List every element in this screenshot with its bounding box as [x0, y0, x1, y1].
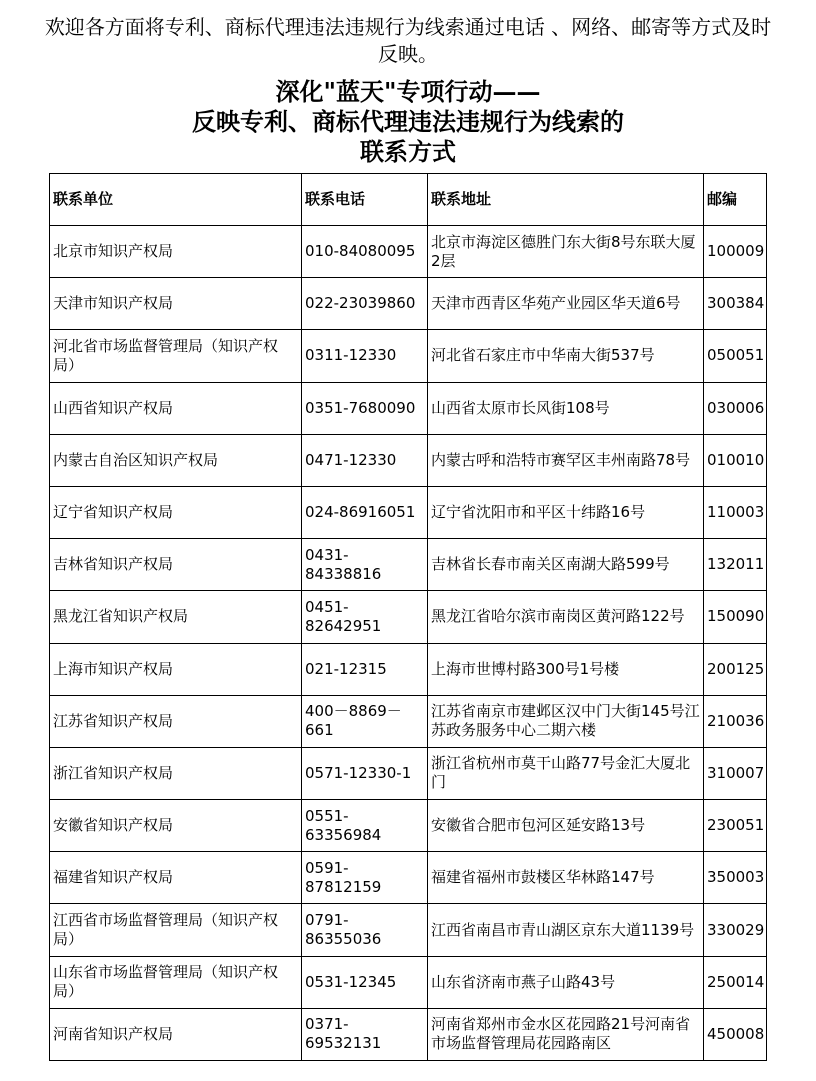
table-row — [50, 434, 767, 486]
cell-unit: 河北省市场监督管理局（知识产权局） — [50, 330, 302, 382]
cell-unit: 上海市知识产权局 — [50, 643, 302, 695]
cell-address: 天津市西青区华苑产业园区华天道6号 — [428, 278, 704, 330]
table-row — [50, 695, 767, 747]
cell-phone: 0451-82642951 — [302, 591, 428, 643]
cell-address: 山东省济南市燕子山路43号 — [428, 956, 704, 1008]
table-row — [50, 486, 767, 538]
cell-address: 安徽省合肥市包河区延安路13号 — [428, 800, 704, 852]
cell-unit: 安徽省知识产权局 — [50, 800, 302, 852]
cell-postcode: 350003 — [704, 852, 767, 904]
cell-address: 吉林省长春市南关区南湖大路599号 — [428, 539, 704, 591]
cell-phone: 022-23039860 — [302, 278, 428, 330]
cell-phone: 010-84080095 — [302, 226, 428, 278]
cell-postcode: 010010 — [704, 434, 767, 486]
cell-postcode: 100009 — [704, 226, 767, 278]
cell-address: 山西省太原市长风街108号 — [428, 382, 704, 434]
cell-unit: 河南省知识产权局 — [50, 1008, 302, 1060]
cell-postcode: 030006 — [704, 382, 767, 434]
cell-unit: 黑龙江省知识产权局 — [50, 591, 302, 643]
cell-postcode: 110003 — [704, 486, 767, 538]
cell-postcode: 310007 — [704, 747, 767, 799]
table-row — [50, 539, 767, 591]
cell-unit: 北京市知识产权局 — [50, 226, 302, 278]
header-unit: 联系单位 — [50, 174, 302, 226]
cell-postcode: 330029 — [704, 904, 767, 956]
table-row — [50, 956, 767, 1008]
cell-postcode: 050051 — [704, 330, 767, 382]
table-row — [50, 591, 767, 643]
cell-address: 江西省南昌市青山湖区京东大道1139号 — [428, 904, 704, 956]
cell-postcode: 132011 — [704, 539, 767, 591]
cell-phone: 024-86916051 — [302, 486, 428, 538]
cell-unit: 天津市知识产权局 — [50, 278, 302, 330]
cell-unit: 江西省市场监督管理局（知识产权局） — [50, 904, 302, 956]
table-row — [50, 852, 767, 904]
table-body — [50, 226, 767, 1061]
cell-address: 浙江省杭州市莫干山路77号金汇大厦北门 — [428, 747, 704, 799]
table-row — [50, 278, 767, 330]
cell-unit: 山东省市场监督管理局（知识产权局） — [50, 956, 302, 1008]
cell-unit: 江苏省知识产权局 — [50, 695, 302, 747]
cell-phone: 0371-69532131 — [302, 1008, 428, 1060]
cell-address: 河南省郑州市金水区花园路21号河南省市场监督管理局花园路南区 — [428, 1008, 704, 1060]
cell-unit: 浙江省知识产权局 — [50, 747, 302, 799]
table-row — [50, 226, 767, 278]
cell-address: 辽宁省沈阳市和平区十纬路16号 — [428, 486, 704, 538]
table-row — [50, 382, 767, 434]
header-postcode: 邮编 — [704, 174, 767, 226]
contact-table — [49, 173, 767, 1061]
cell-phone: 0531-12345 — [302, 956, 428, 1008]
cell-postcode: 300384 — [704, 278, 767, 330]
cell-unit: 福建省知识产权局 — [50, 852, 302, 904]
header-phone: 联系电话 — [302, 174, 428, 226]
cell-unit: 内蒙古自治区知识产权局 — [50, 434, 302, 486]
header-address: 联系地址 — [428, 174, 704, 226]
cell-phone: 400－8869－661 — [302, 695, 428, 747]
cell-address: 福建省福州市鼓楼区华林路147号 — [428, 852, 704, 904]
cell-unit: 吉林省知识产权局 — [50, 539, 302, 591]
cell-phone: 0551-63356984 — [302, 800, 428, 852]
cell-phone: 0471-12330 — [302, 434, 428, 486]
cell-postcode: 200125 — [704, 643, 767, 695]
table-row — [50, 1008, 767, 1060]
cell-address: 黑龙江省哈尔滨市南岗区黄河路122号 — [428, 591, 704, 643]
cell-postcode: 150090 — [704, 591, 767, 643]
title-line-1: 深化"蓝天"专项行动—— — [275, 77, 541, 106]
cell-postcode: 230051 — [704, 800, 767, 852]
cell-address: 上海市世博村路300号1号楼 — [428, 643, 704, 695]
cell-unit: 山西省知识产权局 — [50, 382, 302, 434]
cell-address: 内蒙古呼和浩特市赛罕区丰州南路78号 — [428, 434, 704, 486]
table-row — [50, 904, 767, 956]
cell-address: 河北省石家庄市中华南大街537号 — [428, 330, 704, 382]
table-row — [50, 643, 767, 695]
table-row — [50, 330, 767, 382]
title-line-2: 反映专利、商标代理违法违规行为线索的 — [192, 107, 624, 136]
cell-address: 北京市海淀区德胜门东大街8号东联大厦2层 — [428, 226, 704, 278]
cell-postcode: 210036 — [704, 695, 767, 747]
cell-phone: 021-12315 — [302, 643, 428, 695]
cell-phone: 0791-86355036 — [302, 904, 428, 956]
cell-phone: 0351-7680090 — [302, 382, 428, 434]
cell-phone: 0431-84338816 — [302, 539, 428, 591]
table-header-row — [50, 174, 767, 226]
cell-phone: 0571-12330-1 — [302, 747, 428, 799]
table-row — [50, 747, 767, 799]
page-title — [20, 77, 796, 167]
cell-postcode: 450008 — [704, 1008, 767, 1060]
title-line-3: 联系方式 — [360, 137, 456, 166]
cell-phone: 0591-87812159 — [302, 852, 428, 904]
cell-phone: 0311-12330 — [302, 330, 428, 382]
cell-unit: 辽宁省知识产权局 — [50, 486, 302, 538]
table-row — [50, 800, 767, 852]
intro-paragraph: 欢迎各方面将专利、商标代理违法违规行为线索通过电话 、网络、邮寄等方式及时反映。 — [44, 15, 772, 66]
cell-postcode: 250014 — [704, 956, 767, 1008]
cell-address: 江苏省南京市建邺区汉中门大街145号江苏政务服务中心二期六楼 — [428, 695, 704, 747]
